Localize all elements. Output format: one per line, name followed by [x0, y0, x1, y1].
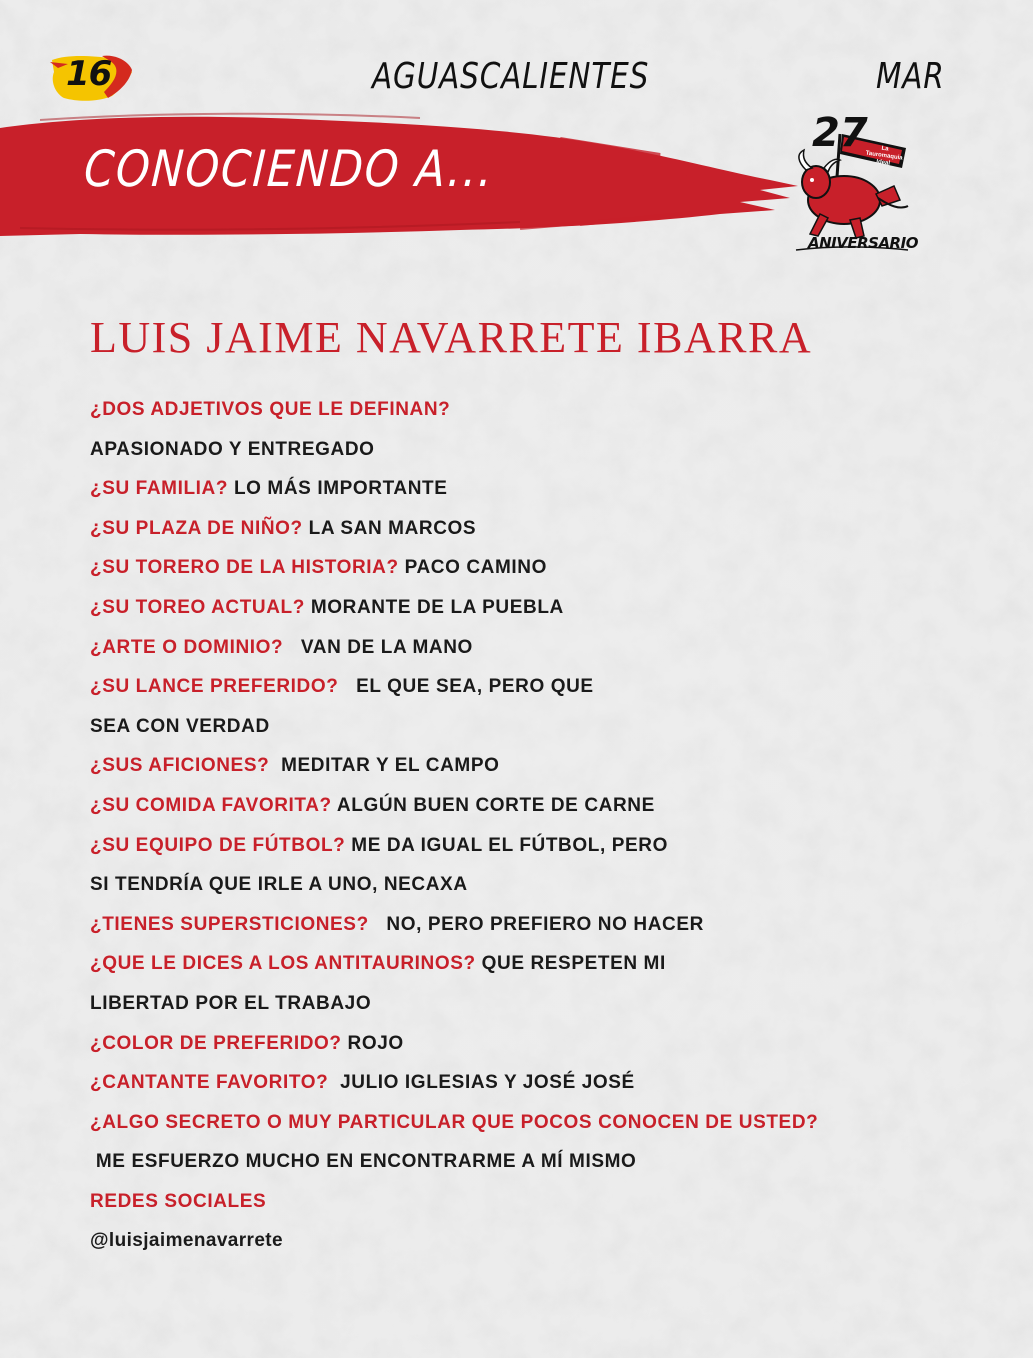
question: ¿DOS ADJETIVOS QUE LE DEFINAN? — [90, 399, 451, 420]
qa-line — [90, 1221, 970, 1261]
interviewee-name: LUIS JAIME NAVARRETE IBARRA — [90, 313, 813, 362]
question: ¿SU LANCE PREFERIDO? — [90, 676, 339, 698]
question: ¿SU EQUIPO DE FÚTBOL? — [90, 834, 346, 856]
qa-line — [90, 1182, 970, 1222]
qa-line — [90, 707, 970, 747]
qa-line — [90, 984, 970, 1024]
answer: SI TENDRÍA QUE IRLE A UNO, NECAXA — [90, 874, 468, 896]
qa-line — [90, 746, 970, 786]
answer: JULIO IGLESIAS Y JOSÉ JOSÉ — [328, 1072, 635, 1094]
interview-list — [90, 390, 970, 1261]
qa-line — [90, 469, 970, 509]
answer: SEA CON VERDAD — [90, 715, 270, 737]
page-header — [0, 0, 1033, 110]
qa-line — [90, 628, 970, 668]
answer: ME ESFUERZO MUCHO EN ENCONTRARME A MÍ MISMO — [90, 1151, 637, 1173]
header-month: MAR — [876, 56, 945, 97]
qa-line — [90, 548, 970, 588]
social-handle-link[interactable]: @luisjaimenavarrete — [90, 1230, 283, 1252]
answer: MEDITAR Y EL CAMPO — [269, 755, 500, 777]
header-city: AGUASCALIENTES — [372, 56, 650, 97]
qa-line — [90, 1142, 970, 1182]
answer: LIBERTAD POR EL TRABAJO — [90, 992, 372, 1014]
qa-line — [90, 905, 970, 945]
qa-line — [90, 826, 970, 866]
answer: LO MÁS IMPORTANTE — [228, 478, 448, 500]
answer: ALGÚN BUEN CORTE DE CARNE — [331, 794, 655, 816]
social-heading: REDES SOCIALES — [90, 1190, 267, 1212]
qa-line — [90, 1103, 970, 1143]
question: ¿SU FAMILIA? — [90, 478, 229, 500]
anniversary-caption: ANIVERSARIO — [808, 234, 918, 252]
question: ¿SUS AFICIONES? — [90, 755, 270, 777]
qa-line — [90, 588, 970, 628]
answer: MORANTE DE LA PUEBLA — [304, 596, 564, 618]
answer: PACO CAMINO — [398, 557, 548, 579]
qa-line — [90, 1063, 970, 1103]
qa-line — [90, 390, 970, 430]
answer: LA SAN MARCOS — [302, 517, 477, 539]
qa-line — [90, 1024, 970, 1064]
answer: ME DA IGUAL EL FÚTBOL, PERO — [345, 834, 668, 856]
question: ¿SU PLAZA DE NIÑO? — [90, 517, 303, 539]
answer: NO, PERO PREFIERO NO HACER — [368, 913, 704, 935]
question: ¿TIENES SUPERSTICIONES? — [90, 913, 369, 935]
question: ¿ARTE O DOMINIO? — [90, 636, 284, 658]
page-number-badge — [48, 52, 134, 104]
answer: QUE RESPETEN MI — [475, 953, 666, 975]
qa-line — [90, 865, 970, 905]
section-title: CONOCIENDO A... — [82, 140, 496, 198]
answer: ROJO — [341, 1032, 404, 1054]
answer: VAN DE LA MANO — [283, 636, 473, 658]
question: ¿QUE LE DICES A LOS ANTITAURINOS? — [90, 953, 476, 975]
question: ¿SU COMIDA FAVORITA? — [90, 794, 332, 816]
answer: APASIONADO Y ENTREGADO — [90, 438, 375, 460]
qa-line — [90, 944, 970, 984]
qa-line — [90, 509, 970, 549]
page-number: 16 — [66, 54, 112, 94]
logo-flag-text: La Tauromaquia Ideal — [865, 145, 903, 167]
qa-line — [90, 667, 970, 707]
anniversary-number: 27 — [812, 110, 868, 156]
qa-line — [90, 430, 970, 470]
question: ¿COLOR DE PREFERIDO? — [90, 1032, 342, 1054]
qa-line — [90, 786, 970, 826]
question: ¿SU TORERO DE LA HISTORIA? — [90, 557, 399, 579]
question: ¿ALGO SECRETO O MUY PARTICULAR QUE POCOS CONOCEN DE USTED? — [90, 1111, 819, 1133]
answer: EL QUE SEA, PERO QUE — [338, 676, 594, 698]
question: ¿CANTANTE FAVORITO? — [90, 1072, 329, 1094]
question: ¿SU TOREO ACTUAL? — [90, 596, 305, 618]
